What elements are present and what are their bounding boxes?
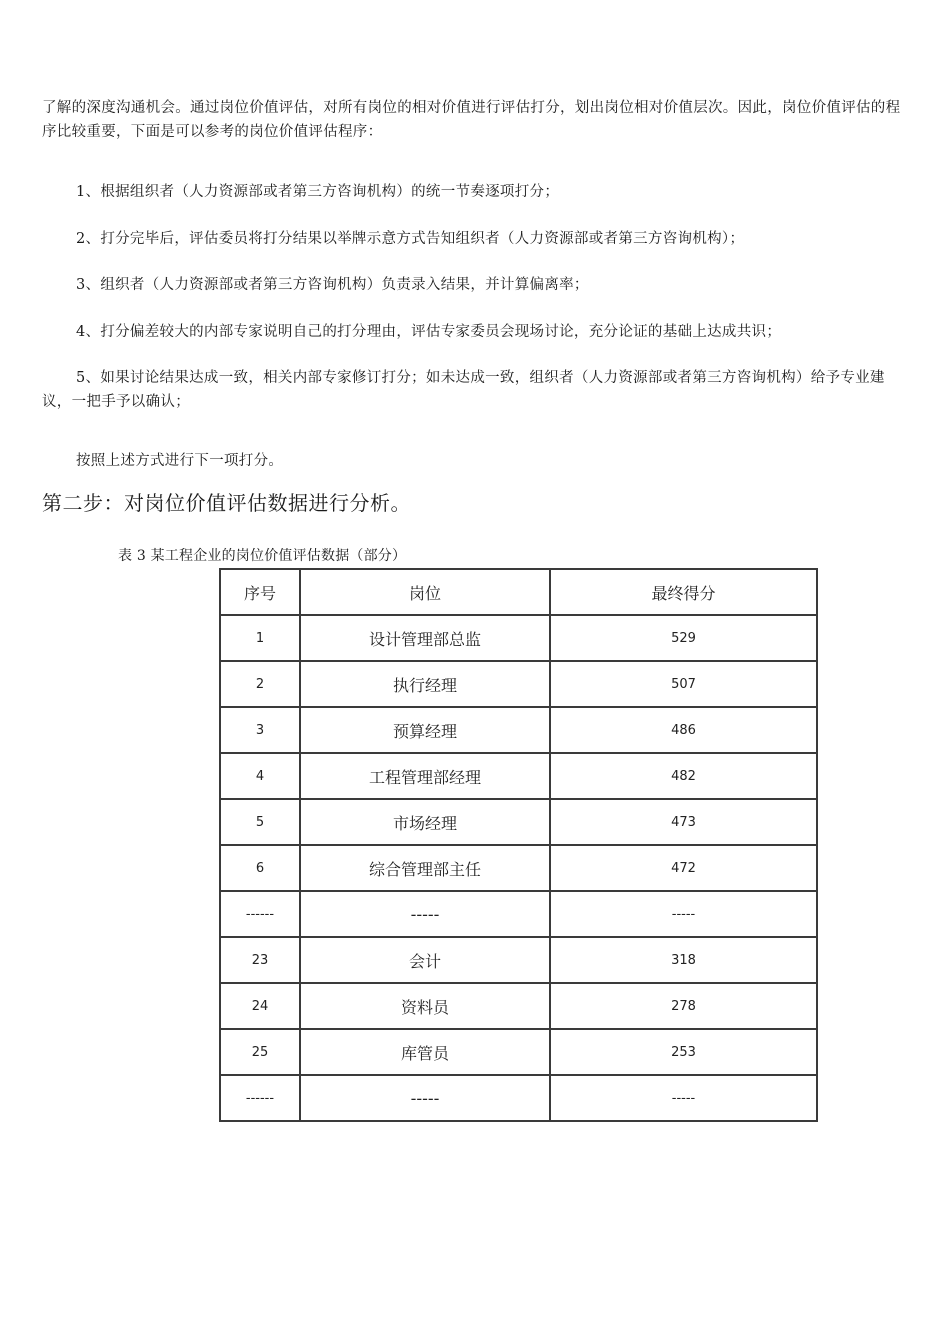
section-heading: 第二步：对岗位价值评估数据进行分析。 [42,491,411,515]
table-row [220,983,817,1029]
cell-score: 529 [550,615,817,661]
table-row-ellipsis [220,1075,817,1121]
table-row [220,615,817,661]
cell-no: 24 [220,983,300,1029]
cell-score: 473 [550,799,817,845]
cell-position: 综合管理部主任 [300,845,550,891]
cell-position: 工程管理部经理 [300,753,550,799]
cell-no: 2 [220,661,300,707]
cell-position: 会计 [300,937,550,983]
cell-position: ----- [300,1075,550,1121]
table-row [220,799,817,845]
procedure-step-5: 5、如果讨论结果达成一致，相关内部专家修订打分；如未达成一致，组织者（人力资源部或者第三方咨询机构）给予专业建议，一把手予以确认； [42,370,885,410]
table-row [220,937,817,983]
procedure-step-1: 1、根据组织者（人力资源部或者第三方咨询机构）的统一节奏逐项打分； [76,184,560,200]
header-no: 序号 [220,569,300,615]
table-header-row [220,569,817,615]
cell-no: 1 [220,615,300,661]
procedure-step-2: 2、打分完毕后，评估委员将打分结果以举牌示意方式告知组织者（人力资源部或者第三方咨询机构）； [76,231,745,247]
table-row [220,753,817,799]
cell-position: 执行经理 [300,661,550,707]
cell-position: ----- [300,891,550,937]
cell-no: 4 [220,753,300,799]
procedure-step-3: 3、组织者（人力资源部或者第三方咨询机构）负责录入结果，并计算偏离率； [76,277,589,293]
header-score: 最终得分 [550,569,817,615]
cell-score: 253 [550,1029,817,1075]
table-row [220,707,817,753]
cell-position: 市场经理 [300,799,550,845]
cell-score: 278 [550,983,817,1029]
procedure-step-4: 4、打分偏差较大的内部专家说明自己的打分理由，评估专家委员会现场讨论，充分论证的基础上达成共识； [76,324,782,340]
cell-score: 318 [550,937,817,983]
intro-paragraph: 了解的深度沟通机会。通过岗位价值评估，对所有岗位的相对价值进行评估打分，划出岗位相对价值层次。因此，岗位价值评估的程序比较重要，下面是可以参考的岗位价值评估程序： [42,100,901,140]
table-row-ellipsis [220,891,817,937]
table-row [220,845,817,891]
evaluation-table [219,568,818,1122]
cell-score: 486 [550,707,817,753]
cell-no: ------ [220,1075,300,1121]
cell-position: 资料员 [300,983,550,1029]
header-position: 岗位 [300,569,550,615]
cell-no: 3 [220,707,300,753]
cell-position: 设计管理部总监 [300,615,550,661]
cell-no: 25 [220,1029,300,1075]
cell-score: 507 [550,661,817,707]
cell-position: 预算经理 [300,707,550,753]
cell-no: 23 [220,937,300,983]
cell-score: ----- [550,1075,817,1121]
cell-no: ------ [220,891,300,937]
table-caption: 表 3 某工程企业的岗位价值评估数据（部分） [118,548,407,564]
cell-no: 6 [220,845,300,891]
table-row [220,1029,817,1075]
cell-score: ----- [550,891,817,937]
cell-no: 5 [220,799,300,845]
table-row [220,661,817,707]
cell-score: 472 [550,845,817,891]
procedure-closing: 按照上述方式进行下一项打分。 [76,453,284,469]
cell-score: 482 [550,753,817,799]
cell-position: 库管员 [300,1029,550,1075]
